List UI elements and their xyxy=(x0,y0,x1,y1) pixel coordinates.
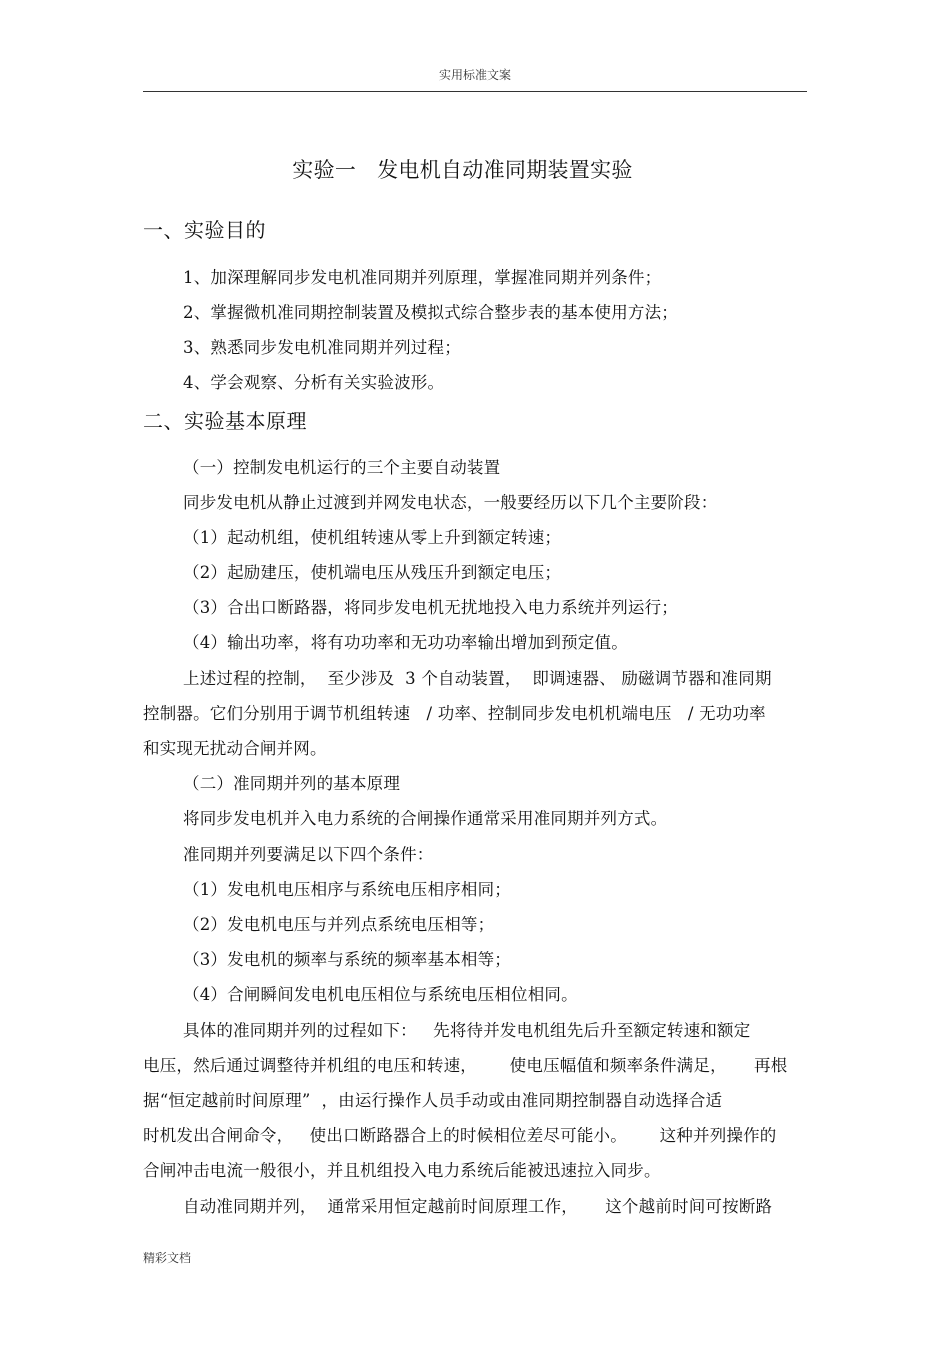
section-heading-objectives: 一、实验目的 xyxy=(143,218,266,242)
page-footer: 精彩文档 xyxy=(143,1251,192,1265)
list-item: （2）发电机电压与并列点系统电压相等； xyxy=(183,915,495,934)
body-line: 电压，然后通过调整待并机组的电压和转速， 使电压幅值和频率条件满足， 再根 xyxy=(143,1056,788,1075)
body-line: 将同步发电机并入电力系统的合闸操作通常采用准同期并列方式。 xyxy=(183,809,668,828)
objective-item: 2、掌握微机准同期控制装置及模拟式综合整步表的基本使用方法； xyxy=(183,303,678,322)
section-heading-principles: 二、实验基本原理 xyxy=(143,409,307,433)
header-rule xyxy=(143,91,807,92)
list-item: （1）发电机电压相序与系统电压相序相同； xyxy=(183,880,511,899)
objective-item: 3、熟悉同步发电机准同期并列过程； xyxy=(183,338,461,357)
list-item: （1）起动机组，使机组转速从零上升到额定转速； xyxy=(183,528,562,547)
body-line: 自动准同期并列， 通常采用恒定越前时间原理工作， 这个越前时间可按断路 xyxy=(183,1197,773,1216)
list-item: （3）合出口断路器，将同步发电机无扰地投入电力系统并列运行； xyxy=(183,598,678,617)
body-line: 合闸冲击电流一般很小，并且机组投入电力系统后能被迅速拉入同步。 xyxy=(143,1161,661,1180)
body-line: 上述过程的控制， 至少涉及 3 个自动装置， 即调速器、 励磁调节器和准同期 xyxy=(183,669,772,688)
document-title: 实验一 发电机自动准同期装置实验 xyxy=(292,158,633,182)
body-line: 具体的准同期并列的过程如下： 先将待并发电机组先后升至额定转速和额定 xyxy=(183,1021,751,1040)
list-item: （3）发电机的频率与系统的频率基本相等； xyxy=(183,950,511,969)
objective-item: 1、加深理解同步发电机准同期并列原理，掌握准同期并列条件； xyxy=(183,268,662,287)
list-item: （2）起励建压，使机端电压从残压升到额定电压； xyxy=(183,563,562,582)
page-header: 实用标准文案 xyxy=(438,68,511,82)
subsection-heading: （二）准同期并列的基本原理 xyxy=(183,774,401,793)
body-line: 准同期并列要满足以下四个条件： xyxy=(183,845,434,864)
body-line: 控制器。它们分别用于调节机组转速 / 功率、控制同步发电机机端电压 / 无功功率 xyxy=(143,704,766,723)
body-line: 据“恒定越前时间原理” ，由运行操作人员手动或由准同期控制器自动选择合适 xyxy=(143,1091,723,1110)
body-line: 同步发电机从静止过渡到并网发电状态，一般要经历以下几个主要阶段： xyxy=(183,493,718,512)
list-item: （4）合闸瞬间发电机电压相位与系统电压相位相同。 xyxy=(183,985,578,1004)
body-line: 时机发出合闸命令， 使出口断路器合上的时候相位差尽可能小。 这种并列操作的 xyxy=(143,1126,777,1145)
list-item: （4）输出功率，将有功功率和无功功率输出增加到预定值。 xyxy=(183,633,628,652)
objective-item: 4、学会观察、分析有关实验波形。 xyxy=(183,373,445,392)
body-line: 和实现无扰动合闸并网。 xyxy=(143,739,327,758)
subsection-heading: （一）控制发电机运行的三个主要自动装置 xyxy=(183,458,501,477)
